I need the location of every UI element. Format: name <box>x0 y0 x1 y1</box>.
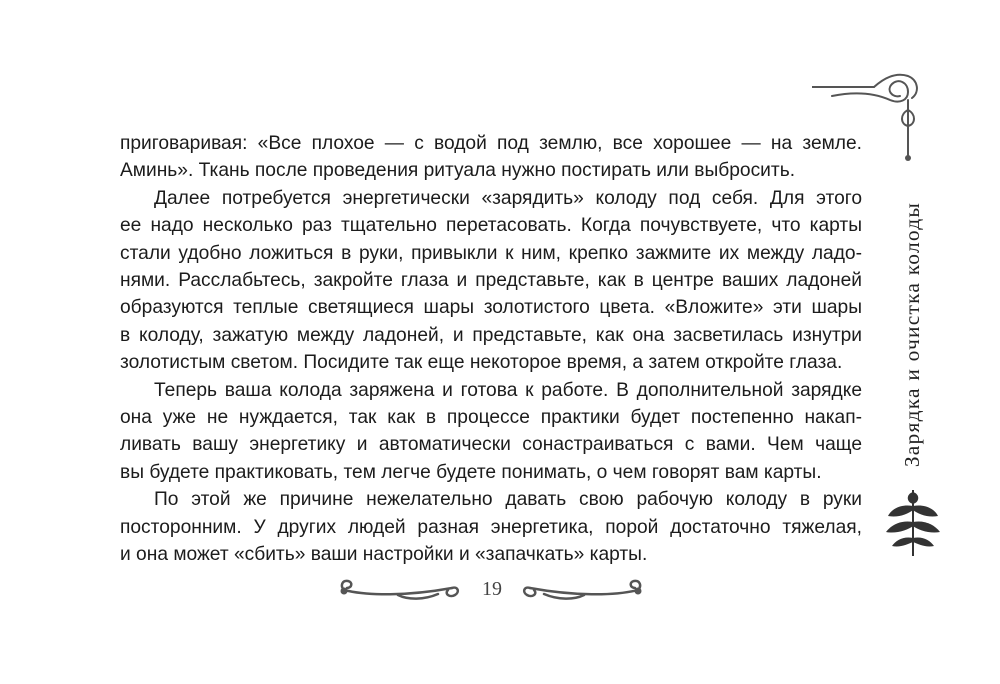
text-line: ее надо несколько раз тщательно перетасовать. Когда почувствуете, что карты <box>120 215 862 237</box>
running-head <box>893 190 931 480</box>
text-line: По этой же причине нежелательно давать свою рабочую колоду в руки <box>154 489 862 511</box>
text-line: посторонним. У других людей разная энергетика, порой достаточно тяжелая, <box>120 516 862 538</box>
body-text <box>120 130 862 569</box>
text-line: Аминь». Ткань после проведения ритуала нужно постирать или выбросить. <box>120 160 796 182</box>
swirl-divider-ornament-left <box>338 576 462 611</box>
text-line: образуются теплые светящиеся шары золотистого цвета. «Вложите» эти шары <box>120 297 862 319</box>
text-line: стали удобно ложиться в руки, привыкли к ним, крепко зажмите их между ладо- <box>120 242 862 264</box>
text-line: Теперь ваша колода заряжена и готова к работе. В дополнительной зарядке <box>154 379 862 401</box>
text-line: она уже не нуждается, так как в процессе практики будет постепенно накап- <box>120 407 862 429</box>
text-line: ливать вашу энергетику и автоматически сонастраиваться с вами. Чем чаще <box>120 434 862 456</box>
text-line: вы будете практиковать, тем легче будете понимать, о чем говорят вам карты. <box>120 461 822 483</box>
text-line: и она может «сбить» ваши настройки и «запачкать» карты. <box>120 544 648 566</box>
text-line: Далее потребуется энергетически «зарядить» колоду под себя. Для этого <box>154 187 862 209</box>
text-line: в колоду, зажатую между ладоней, и представьте, как она засветилась изнутри <box>120 324 862 346</box>
text-line: золотистым светом. Посидите так еще некоторое время, а затем откройте глаза. <box>120 352 843 374</box>
page-number: 19 <box>482 578 502 600</box>
running-head-text: Зарядка и очистка колоды <box>899 202 924 468</box>
plant-sprig-ornament <box>884 486 942 563</box>
text-line: нями. Расслабьтесь, закройте глаза и представьте, как в центре ваших ладоней <box>120 270 862 292</box>
swirl-divider-ornament-right <box>520 576 644 611</box>
text-line: приговаривая: «Все плохое — с водой под землю, все хорошее — на земле. <box>120 133 862 154</box>
